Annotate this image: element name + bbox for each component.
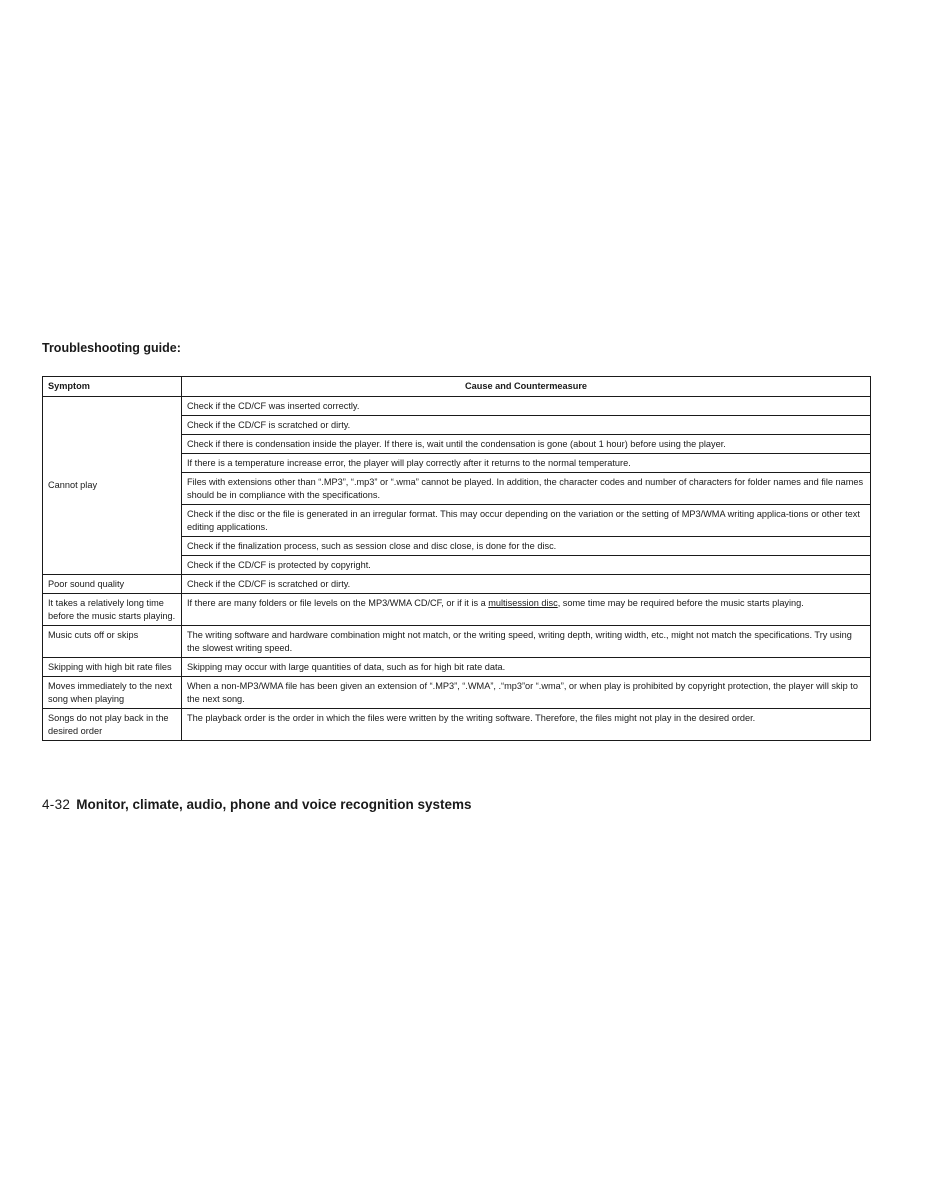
table-row: [43, 626, 871, 658]
symptom-cell: Poor sound quality: [43, 575, 182, 594]
troubleshooting-table: [42, 376, 871, 741]
cause-cell: Check if the finalization process, such as session close and disc close, is done for the disc.: [182, 537, 871, 556]
cause-text: If there are many folders or file levels on the MP3/WMA CD/CF, or if it is a: [187, 597, 489, 608]
symptom-cell: Music cuts off or skips: [43, 626, 182, 658]
cause-cell: [182, 594, 871, 626]
chapter-title: Monitor, climate, audio, phone and voice recognition systems: [76, 797, 472, 812]
cause-cell: Check if the CD/CF is scratched or dirty.: [182, 575, 871, 594]
cause-cell: Check if there is condensation inside the player. If there is, wait until the condensation is gone (about 1 hour) before using the player.: [182, 435, 871, 454]
cause-cell: If there is a temperature increase error, the player will play correctly after it returns to the normal temperature.: [182, 454, 871, 473]
cause-cell: The writing software and hardware combination might not match, or the writing speed, writing depth, writing width, etc., might not match the specifications. Try using the slowest writing speed.: [182, 626, 871, 658]
cause-cell: The playback order is the order in which the files were written by the writing software. Therefore, the files might not play in the desired order.: [182, 709, 871, 741]
cause-cell: Check if the CD/CF is scratched or dirty.: [182, 416, 871, 435]
cause-cell: Files with extensions other than “.MP3”, “.mp3” or “.wma” cannot be played. In addition, the character codes and number of characters for folder names and file names should be in compliance with the specifications.: [182, 473, 871, 505]
cause-cell: Check if the CD/CF was inserted correctly.: [182, 397, 871, 416]
cause-header: Cause and Countermeasure: [182, 377, 871, 397]
table-row: [43, 575, 871, 594]
cause-cell: Check if the CD/CF is protected by copyright.: [182, 556, 871, 575]
cause-text: , some time may be required before the music starts playing.: [557, 597, 804, 608]
table-header-row: [43, 377, 871, 397]
glossary-link[interactable]: multisession disc: [488, 597, 558, 608]
symptom-header: Symptom: [43, 377, 182, 397]
table-row: [43, 594, 871, 626]
page-number: 4-32: [42, 797, 71, 812]
symptom-cell: Moves immediately to the next song when playing: [43, 677, 182, 709]
section-title: Troubleshooting guide:: [42, 341, 181, 355]
table-row: [43, 658, 871, 677]
cause-cell: Skipping may occur with large quantities of data, such as for high bit rate data.: [182, 658, 871, 677]
symptom-cell: Cannot play: [43, 397, 182, 575]
page-footer: [42, 797, 472, 812]
symptom-cell: Songs do not play back in the desired order: [43, 709, 182, 741]
table-row: [43, 397, 871, 416]
table-row: [43, 677, 871, 709]
symptom-cell: Skipping with high bit rate files: [43, 658, 182, 677]
table-row: [43, 709, 871, 741]
cause-cell: Check if the disc or the file is generated in an irregular format. This may occur depending on the variation or the setting of MP3/WMA writing applica-tions or other text editing applications.: [182, 505, 871, 537]
cause-cell: When a non-MP3/WMA file has been given an extension of “.MP3”, “.WMA”, .“mp3”or “.wma”, or when play is prohibited by copyright protection, the player will skip to the next song.: [182, 677, 871, 709]
symptom-cell: It takes a relatively long time before the music starts playing.: [43, 594, 182, 626]
